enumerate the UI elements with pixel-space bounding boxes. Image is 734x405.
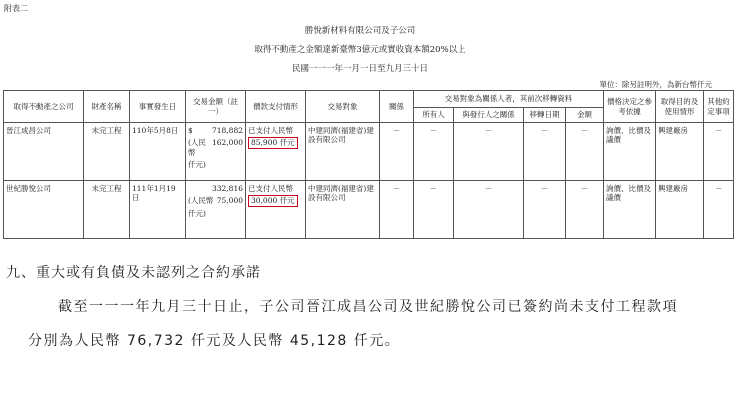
cell-purpose: 興建廠房 — [656, 123, 704, 181]
rmb-amount: 162,000 — [211, 138, 243, 148]
cell-counterparty: 中建同濟(福建省)建設有限公司 — [306, 181, 380, 239]
cell-payment — [246, 181, 306, 239]
payment-text: 已支付人民幣 — [248, 184, 293, 193]
currency-symbol: $ — [188, 126, 193, 135]
cell-prior-relation: － — [454, 181, 524, 239]
col-purpose: 取得目的及使用情形 — [656, 91, 704, 123]
cell-relation: － — [380, 181, 414, 239]
header-row — [4, 91, 734, 108]
col-property: 財產名稱 — [84, 91, 130, 123]
col-other: 其他約定事項 — [704, 91, 734, 123]
col-price-basis: 價格決定之參考依據 — [604, 91, 656, 123]
cell-relation: － — [380, 123, 414, 181]
report-title: 取得不動產之金額達新臺幣3億元或實收資本額20%以上 — [254, 45, 466, 55]
col-prior-date: 移轉日期 — [524, 108, 566, 123]
payment-text: 已支付人民幣 — [248, 126, 293, 135]
col-prior-group: 交易對象為關係人者，其前次移轉資料 — [414, 91, 604, 108]
cell-prior-date: － — [524, 181, 566, 239]
cell-price-basis: 詢價、比價及議價 — [604, 181, 656, 239]
cell-payment — [246, 123, 306, 181]
table-row — [4, 181, 734, 239]
period-title: 民國一一一年一月一日至九月三十日 — [291, 64, 428, 74]
cell-company: 世紀勝悅公司 — [4, 181, 84, 239]
cell-amount — [186, 123, 246, 181]
col-prior-relation: 與發行人之關係 — [454, 108, 524, 123]
cell-prior-amount: － — [566, 123, 604, 181]
cell-prior-owner: － — [414, 181, 454, 239]
cell-other: － — [704, 181, 734, 239]
rmb-amount: 75,000 — [216, 196, 243, 206]
cell-property: 未完工程 — [84, 181, 130, 239]
acquisition-table — [3, 90, 734, 239]
cell-company: 晉江成昌公司 — [4, 123, 84, 181]
rmb-prefix: (人民幣 — [188, 138, 206, 157]
cell-property: 未完工程 — [84, 123, 130, 181]
table-row — [4, 123, 734, 181]
rmb-suffix: 仟元) — [188, 160, 206, 170]
col-prior-owner: 所有人 — [414, 108, 454, 123]
amount-value: 718,882 — [211, 126, 243, 135]
amount-value: 332,816 — [211, 184, 243, 193]
col-payment: 價款支付情形 — [246, 91, 306, 123]
col-date: 事實發生日 — [130, 91, 186, 123]
cell-prior-owner: － — [414, 123, 454, 181]
section-heading: 九、重大或有負債及未認列之合約承諾 — [6, 265, 261, 281]
rmb-suffix: 仟元) — [188, 208, 206, 218]
cell-prior-relation: － — [454, 123, 524, 181]
company-title: 勝悅新材料有限公司及子公司 — [304, 26, 416, 36]
cell-counterparty: 中建同濟(福建省)建設有限公司 — [306, 123, 380, 181]
col-counterparty: 交易對象 — [306, 91, 380, 123]
commitment-paragraph: 截至一一一年九月三十日止，子公司晉江成昌公司及世紀勝悅公司已簽約尚未支付工程款項分別為人民幣 76,732 仟元及人民幣 45,128 仟元。 — [28, 299, 678, 349]
payment-highlight: 30,000 仟元 — [248, 195, 298, 206]
cell-prior-date: － — [524, 123, 566, 181]
cell-date: 110年5月8日 — [130, 123, 186, 181]
payment-highlight: 85,900 仟元 — [248, 137, 298, 148]
cell-prior-amount: － — [566, 181, 604, 239]
col-relation: 關係 — [380, 91, 414, 123]
appendix-label: 附表二 — [4, 4, 28, 13]
col-prior-amount: 金額 — [566, 108, 604, 123]
cell-other: － — [704, 123, 734, 181]
col-amount: 交易金額（註一） — [186, 91, 246, 123]
col-company: 取得不動產之公司 — [4, 91, 84, 123]
rmb-prefix: (人民幣 — [188, 196, 214, 206]
unit-note: 單位：除另註明外，為新台幣仟元 — [599, 80, 712, 89]
cell-date: 111年1月19日 — [130, 181, 186, 239]
cell-amount — [186, 181, 246, 239]
cell-purpose: 興建廠房 — [656, 181, 704, 239]
cell-price-basis: 詢價、比價及議價 — [604, 123, 656, 181]
